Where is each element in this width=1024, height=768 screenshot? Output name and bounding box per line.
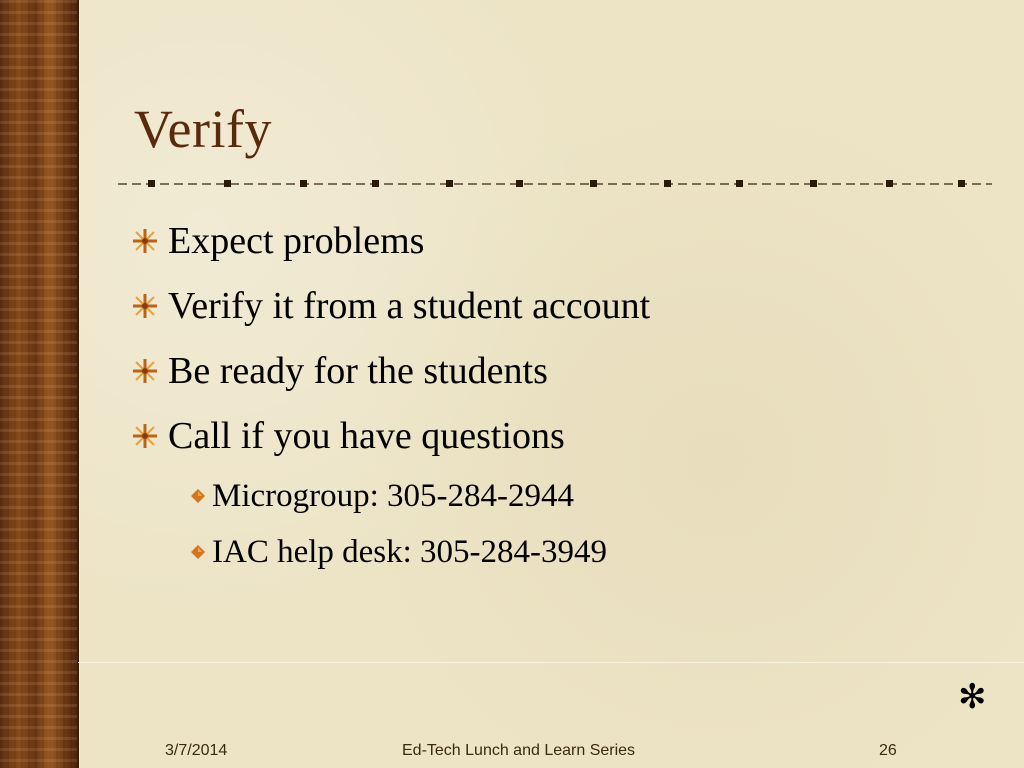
bullet-text: Call if you have questions bbox=[168, 414, 565, 457]
bullet-item bbox=[130, 273, 990, 338]
sub-bullet-item bbox=[190, 524, 990, 580]
asterisk-nav-icon[interactable]: ✻ bbox=[958, 677, 987, 717]
bullet-text: Expect problems bbox=[168, 219, 425, 262]
footer-series-title: Ed-Tech Lunch and Learn Series bbox=[402, 742, 636, 759]
diamond-bullet-icon bbox=[190, 488, 206, 504]
bullet-item bbox=[130, 338, 990, 403]
bullet-text: Be ready for the students bbox=[168, 349, 548, 392]
sub-bullet-item bbox=[190, 468, 990, 524]
bullet-item bbox=[130, 403, 990, 468]
footer-divider bbox=[78, 662, 1024, 663]
sub-bullet-text: Microgroup: 305-284-2944 bbox=[212, 477, 575, 514]
bullet-text: Verify it from a student account bbox=[168, 284, 651, 327]
dashed-divider bbox=[118, 176, 992, 192]
slide-title: Verify bbox=[134, 99, 272, 159]
sunburst-bullet-icon bbox=[130, 291, 160, 321]
bullet-item bbox=[130, 208, 990, 273]
sunburst-bullet-icon bbox=[130, 421, 160, 451]
footer-date: 3/7/2014 bbox=[165, 742, 228, 759]
diamond-bullet-icon bbox=[190, 544, 206, 560]
bullet-list bbox=[130, 208, 990, 580]
sunburst-bullet-icon bbox=[130, 226, 160, 256]
sunburst-bullet-icon bbox=[130, 356, 160, 386]
wood-side-band bbox=[0, 0, 79, 768]
footer-page-number: 26 bbox=[879, 742, 897, 759]
sub-bullet-text: IAC help desk: 305-284-3949 bbox=[212, 533, 608, 570]
